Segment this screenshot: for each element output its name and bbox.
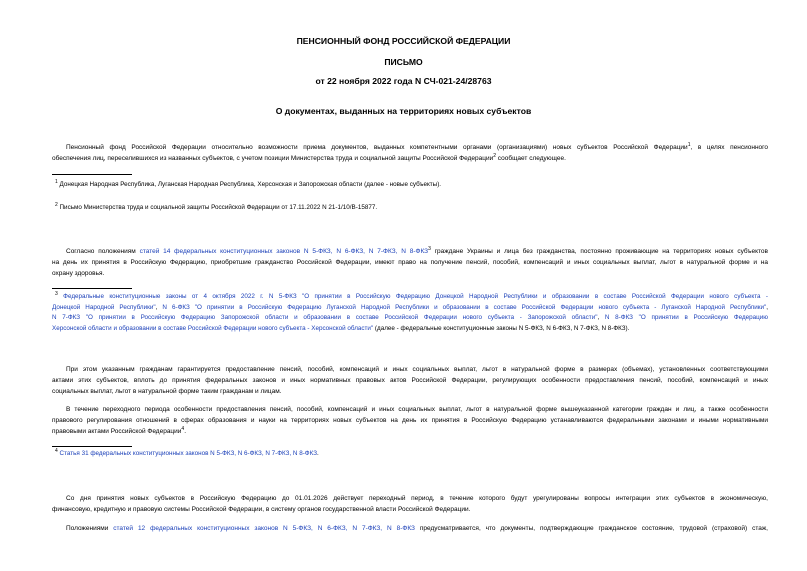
text-span: предусматривается, что документы, подтверждающие гражданское состояние, трудовой (страховой) стаж, (414, 525, 768, 532)
law-articles-14-link[interactable]: статей 14 федеральных конституционных законов N 5-ФКЗ, N 6-ФКЗ, N 7-ФКЗ, N 8-ФКЗ (139, 248, 429, 255)
paragraph-line: социальных выплат, льгот в натуральной форме таким гражданам и лицам. (52, 388, 282, 395)
paragraph-5 (52, 493, 768, 515)
footnote-line (55, 180, 441, 191)
footnote-3 (52, 290, 769, 334)
law-8fkz-link[interactable]: N 8-ФКЗ "О принятии в Российскую Федерацию (604, 314, 769, 321)
text-span: , (597, 314, 605, 321)
footnote-line (52, 303, 768, 314)
text-span: . (317, 450, 319, 457)
paragraph-line (52, 246, 768, 257)
text-span: , (155, 303, 163, 311)
text-span: Пенсионный фонд Российской Федерации относительно возможности приема документов, выданных компетентными органами (организациями) новых субъектов Российской Федерации (66, 144, 688, 151)
paragraph-line: финансовую, кредитную и правовую системы Российской Федерации, в систему органов государственной власти Российской Федерации. (52, 506, 471, 513)
text-span: . (184, 428, 187, 435)
paragraph-line: Со дня принятия новых субъектов в Российскую Федерацию до 01.01.2026 действует переходный период, в течение которого будут урегулированы вопросы интеграции этих субъектов в экономическую, (66, 495, 768, 502)
paragraph-line: актами этих субъектов, вплоть до принятия федеральных законов и иных нормативных правовых актов Российской Федерации, регулирующих особенности предоставления пенсий, пособий, компенсаций и иных (52, 377, 768, 384)
paragraph-1 (52, 142, 768, 164)
date-number-heading: от 22 ноября 2022 года N СЧ-021-24/28763 (315, 76, 492, 86)
issuer-heading: ПЕНСИОННЫЙ ФОНД РОССИЙСКОЙ ФЕДЕРАЦИИ (296, 36, 511, 46)
text-span: , (766, 303, 768, 311)
law-7fkz-link[interactable]: N 7-ФКЗ "О принятии в Российскую Федерацию Запорожской области и образовании в составе Российской Федерации нового субъекта - Запорожской области" (52, 314, 598, 321)
paragraph-line: правового регулирования отношений в сферах образования и науки на территориях новых субъектов на день их принятия в Российскую Федерацию устанавливаются федеральными законами и иными нормативными (52, 417, 768, 424)
paragraph-3 (52, 364, 768, 397)
footnote-ref[interactable]: 1 (687, 141, 691, 148)
paragraph-line (52, 523, 768, 534)
footnote-2 (55, 203, 377, 214)
law-5fkz-link[interactable]: Федеральные конституционные законы от 4 октября 2022 г. N 5-ФКЗ "О принятии в Российскую Федерацию Донецкой Народной Республики и образовании в составе Российской Федерации нового субъекта - (63, 293, 768, 300)
footnote-ref[interactable]: 3 (428, 245, 431, 252)
footnote-mark: 3 (55, 290, 58, 297)
document-type-heading: ПИСЬМО (384, 57, 423, 67)
footnote-separator (52, 174, 132, 175)
footnote-separator (52, 288, 132, 289)
paragraph-2 (52, 246, 768, 279)
text-span: сообщает следующее. (495, 155, 566, 162)
law-6fkz-link[interactable]: N 6-ФКЗ "О принятии в Российскую Федерацию Луганской Народной Республики и образовании в составе Российской Федерации нового субъекта - Луганской Народной Республики" (162, 303, 767, 311)
text-span: (далее - федеральные конституционные законы N 5-ФКЗ, N 6-ФКЗ, N 7-ФКЗ, N 8-ФКЗ). (373, 324, 630, 332)
footnote-line (55, 203, 377, 214)
text-span: Положениями (66, 525, 114, 532)
footnote-line (55, 292, 768, 303)
paragraph-line (52, 142, 768, 153)
footnote-ref[interactable]: 2 (493, 152, 496, 159)
paragraph-6 (52, 523, 768, 534)
text-span: граждане Украины и лица без гражданства, постоянно проживающие на территориях новых субъектов (430, 248, 768, 255)
law-5fkz-link-cont[interactable]: Донецкой Народной Республики" (52, 303, 156, 311)
footnote-mark: 1 (55, 178, 58, 185)
footnote-line (55, 449, 319, 460)
footnote-line (52, 324, 768, 335)
text-span: правовыми актами Российской Федерации (52, 428, 182, 435)
paragraph-line: охрану здоровья. (52, 270, 105, 277)
subject-heading: О документах, выданных на территориях новых субъектов (275, 106, 532, 116)
footnote-line (52, 313, 768, 324)
law-articles-12-link[interactable]: статей 12 федеральных конституционных законов N 5-ФКЗ, N 6-ФКЗ, N 7-ФКЗ, N 8-ФКЗ (113, 525, 415, 532)
footnote-1 (55, 180, 441, 191)
text-span: обеспечения лиц, переселившихся из названных субъектов, с учетом позиции Министерства труда и социальной защиты Российской Федерации (52, 155, 494, 162)
text-span: , в целях пенсионного (690, 144, 768, 151)
footnote-separator (52, 446, 132, 447)
paragraph-line (52, 153, 768, 164)
paragraph-4 (52, 404, 768, 437)
paragraph-line: В течение переходного периода особенности предоставления пенсий, пособий, компенсаций и иных социальных выплат, льгот в натуральной форме вышеуказанной категории граждан и лиц, а также особенности (66, 406, 768, 413)
law-8fkz-link-cont[interactable]: Херсонской области и образовании в составе Российской Федерации нового субъекта - Херсонской области" (52, 324, 374, 332)
footnote-ref[interactable]: 4 (181, 425, 185, 432)
footnote-text: Письмо Министерства труда и социальной защиты Российской Федерации от 17.11.2022 N 21-1/10/В-15877. (59, 204, 378, 211)
footnote-4 (55, 449, 319, 460)
paragraph-line: При этом указанным гражданам гарантируется предоставление пенсий, пособий, компенсаций и иных социальных выплат, льгот в натуральной форме в размерах (объемах), установленных соответствующими (66, 366, 768, 373)
text-span: Согласно положениям (66, 248, 140, 255)
law-article-31-link[interactable]: Статья 31 федеральных конституционных законов N 5-ФКЗ, N 6-ФКЗ, N 7-ФКЗ, N 8-ФКЗ (59, 450, 317, 457)
footnote-mark: 2 (55, 201, 58, 208)
footnote-mark: 4 (55, 447, 58, 454)
paragraph-line: на день их принятия в Российскую Федерацию, приобретшие гражданство Российской Федерации, имеют право на получение пенсий, пособий, компенсаций и иных социальных выплат, льгот в натуральной форме и на (52, 259, 768, 266)
paragraph-line (52, 426, 768, 437)
footnote-text: Донецкая Народная Республика, Луганская Народная Республика, Херсонская и Запорожская области (далее - новые субъекты). (59, 181, 442, 188)
